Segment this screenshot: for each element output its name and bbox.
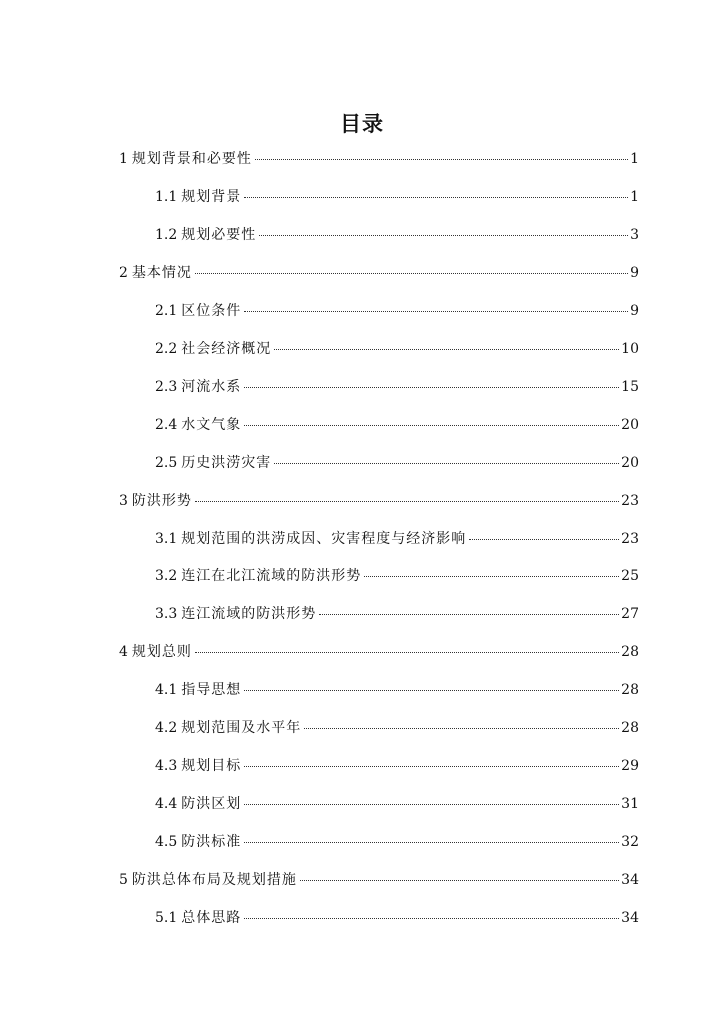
toc-entry-page-number: 32 bbox=[621, 834, 639, 850]
toc-entry-number: 1.2 bbox=[155, 227, 178, 243]
toc-entry-number: 2.2 bbox=[155, 341, 178, 357]
toc-section-entry[interactable] bbox=[155, 224, 639, 246]
toc-entry-label: 规划范围的洪涝成因、灾害程度与经济影响 bbox=[181, 531, 467, 547]
toc-dot-leader bbox=[255, 159, 628, 160]
toc-entry-number: 1.1 bbox=[155, 189, 178, 205]
toc-entry-page-number: 23 bbox=[621, 493, 639, 509]
toc-entry-label: 规划必要性 bbox=[181, 227, 257, 243]
toc-section-entry[interactable] bbox=[155, 528, 639, 550]
toc-section-entry[interactable] bbox=[155, 907, 639, 929]
toc-entry-label: 防洪区划 bbox=[181, 796, 242, 812]
toc-dot-leader bbox=[244, 690, 619, 691]
toc-entry-label: 连江在北江流域的防洪形势 bbox=[181, 568, 362, 584]
toc-entry-number: 1 bbox=[119, 151, 128, 167]
toc-dot-leader bbox=[244, 918, 619, 919]
toc-entry-number: 4.1 bbox=[155, 682, 178, 698]
toc-dot-leader bbox=[195, 652, 619, 653]
toc-entry-page-number: 34 bbox=[621, 872, 639, 888]
toc-chapter-entry[interactable] bbox=[119, 641, 639, 663]
toc-entry-number: 4.5 bbox=[155, 834, 178, 850]
toc-dot-leader bbox=[300, 880, 619, 881]
toc-section-entry[interactable] bbox=[155, 338, 639, 360]
toc-entry-page-number: 1 bbox=[630, 189, 639, 205]
toc-entry-label: 规划目标 bbox=[181, 758, 242, 774]
toc-entry-page-number: 34 bbox=[621, 910, 639, 926]
toc-entry-number: 3 bbox=[119, 493, 128, 509]
toc-entry-number: 2.4 bbox=[155, 417, 178, 433]
toc-entry-page-number: 3 bbox=[630, 227, 639, 243]
toc-dot-leader bbox=[195, 273, 628, 274]
toc-entry-label: 河流水系 bbox=[181, 379, 242, 395]
toc-section-entry[interactable] bbox=[155, 793, 639, 815]
toc-entry-number: 2 bbox=[119, 265, 128, 281]
toc-entry-page-number: 20 bbox=[621, 417, 639, 433]
toc-dot-leader bbox=[319, 614, 619, 615]
toc-entry-page-number: 23 bbox=[621, 531, 639, 547]
toc-section-entry[interactable] bbox=[155, 452, 639, 474]
toc-entry-page-number: 27 bbox=[621, 606, 639, 622]
toc-section-entry[interactable] bbox=[155, 414, 639, 436]
toc-entry-number: 4.4 bbox=[155, 796, 178, 812]
toc-section-entry[interactable] bbox=[155, 717, 639, 739]
toc-entry-label: 指导思想 bbox=[181, 682, 242, 698]
toc-entry-page-number: 29 bbox=[621, 758, 639, 774]
toc-section-entry[interactable] bbox=[155, 679, 639, 701]
toc-entry-page-number: 28 bbox=[621, 644, 639, 660]
toc-entry-label: 防洪形势 bbox=[131, 493, 192, 509]
toc-entry-label: 规划背景和必要性 bbox=[131, 151, 252, 167]
toc-entry-label: 水文气象 bbox=[181, 417, 242, 433]
toc-dot-leader bbox=[259, 235, 628, 236]
toc-entry-page-number: 31 bbox=[621, 796, 639, 812]
toc-dot-leader bbox=[364, 576, 619, 577]
toc-entry-label: 历史洪涝灾害 bbox=[181, 455, 272, 471]
toc-entry-label: 连江流域的防洪形势 bbox=[181, 606, 317, 622]
toc-entry-page-number: 9 bbox=[630, 265, 639, 281]
toc-entry-label: 社会经济概况 bbox=[181, 341, 272, 357]
toc-dot-leader bbox=[244, 197, 628, 198]
toc-dot-leader bbox=[244, 387, 619, 388]
toc-section-entry[interactable] bbox=[155, 565, 639, 587]
toc-entry-page-number: 1 bbox=[630, 151, 639, 167]
toc-section-entry[interactable] bbox=[155, 300, 639, 322]
toc-entry-number: 4.2 bbox=[155, 720, 178, 736]
toc-entry-number: 5 bbox=[119, 872, 128, 888]
toc-dot-leader bbox=[195, 501, 619, 502]
toc-entry-number: 4.3 bbox=[155, 758, 178, 774]
toc-dot-leader bbox=[274, 463, 619, 464]
toc-entry-number: 3.2 bbox=[155, 568, 178, 584]
toc-entry-page-number: 15 bbox=[621, 379, 639, 395]
toc-dot-leader bbox=[244, 766, 619, 767]
toc-entry-label: 总体思路 bbox=[181, 910, 242, 926]
toc-chapter-entry[interactable] bbox=[119, 490, 639, 512]
toc-section-entry[interactable] bbox=[155, 186, 639, 208]
toc-dot-leader bbox=[274, 349, 619, 350]
toc-dot-leader bbox=[469, 539, 619, 540]
toc-entry-number: 2.3 bbox=[155, 379, 178, 395]
toc-entry-number: 5.1 bbox=[155, 910, 178, 926]
toc-section-entry[interactable] bbox=[155, 831, 639, 853]
toc-entry-label: 区位条件 bbox=[181, 303, 242, 319]
toc-entry-page-number: 9 bbox=[630, 303, 639, 319]
toc-dot-leader bbox=[244, 842, 619, 843]
toc-entry-page-number: 10 bbox=[621, 341, 639, 357]
toc-chapter-entry[interactable] bbox=[119, 262, 639, 284]
toc-section-entry[interactable] bbox=[155, 603, 639, 625]
toc-entry-page-number: 28 bbox=[621, 682, 639, 698]
toc-entry-number: 3.1 bbox=[155, 531, 178, 547]
toc-entry-page-number: 20 bbox=[621, 455, 639, 471]
toc-dot-leader bbox=[244, 804, 619, 805]
toc-entry-number: 4 bbox=[119, 644, 128, 660]
toc-chapter-entry[interactable] bbox=[119, 869, 639, 891]
toc-entry-page-number: 25 bbox=[621, 568, 639, 584]
toc-entry-label: 规划总则 bbox=[131, 644, 192, 660]
toc-entry-page-number: 28 bbox=[621, 720, 639, 736]
toc-dot-leader bbox=[244, 311, 628, 312]
toc-entry-label: 基本情况 bbox=[131, 265, 192, 281]
toc-dot-leader bbox=[304, 728, 619, 729]
toc-entry-number: 2.5 bbox=[155, 455, 178, 471]
toc-entry-label: 防洪标准 bbox=[181, 834, 242, 850]
toc-entry-label: 规划范围及水平年 bbox=[181, 720, 302, 736]
page-title: 目录 bbox=[340, 112, 384, 136]
toc-chapter-entry[interactable] bbox=[119, 148, 639, 170]
toc-entry-label: 规划背景 bbox=[181, 189, 242, 205]
toc-entry-number: 3.3 bbox=[155, 606, 178, 622]
toc-entry-number: 2.1 bbox=[155, 303, 178, 319]
toc-dot-leader bbox=[244, 425, 619, 426]
toc-section-entry[interactable] bbox=[155, 755, 639, 777]
toc-section-entry[interactable] bbox=[155, 376, 639, 398]
toc-entry-label: 防洪总体布局及规划措施 bbox=[131, 872, 297, 888]
